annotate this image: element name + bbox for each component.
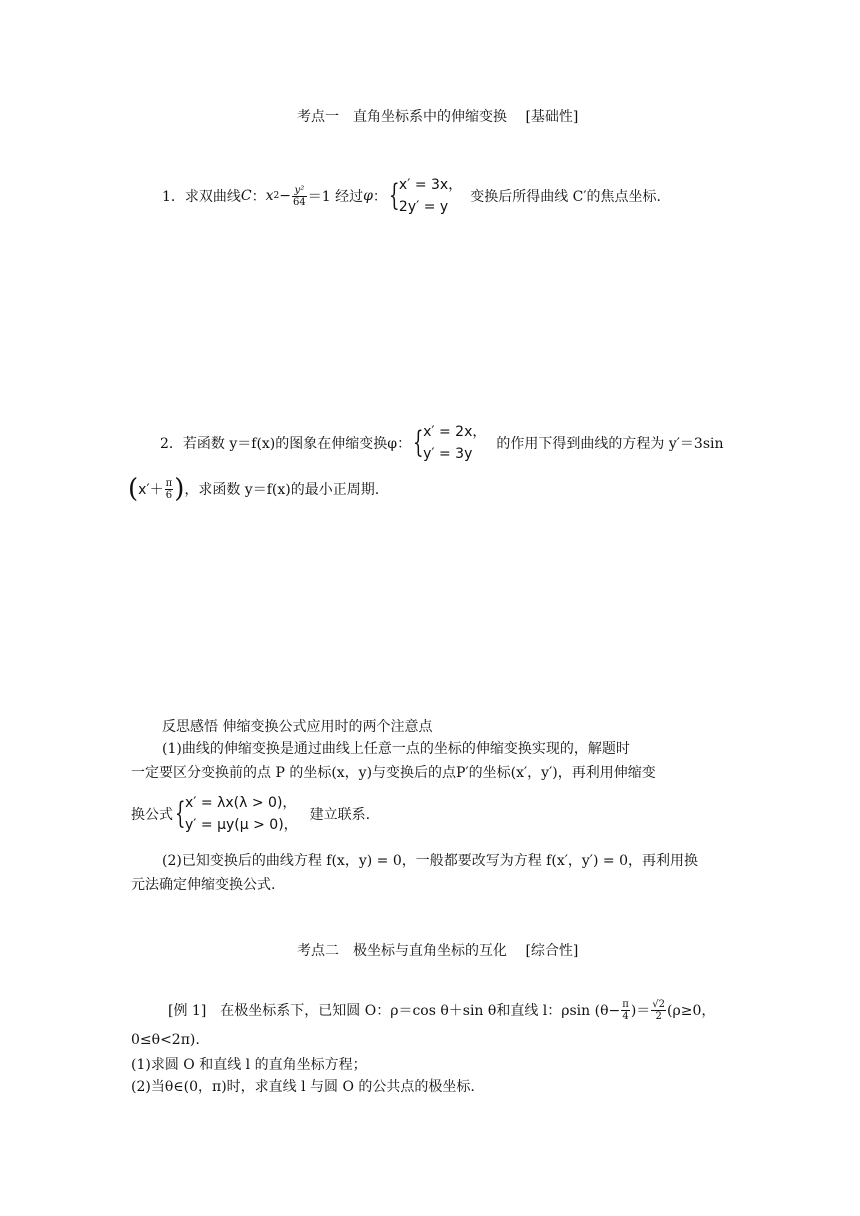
reflection-p1-b: 一定要区分变换前的点 P 的坐标(x，y)与变换后的点P′的坐标(x′，y′)，再利用伸缩变 <box>131 765 656 781</box>
section1-heading <box>297 106 578 126</box>
question-2 <box>160 420 724 466</box>
reflection-p2-a: (2)已知变换后的曲线方程 f(x，y) = 0，一般都要改写为方程 f(x′，y′) = 0，再利用换 <box>162 853 698 869</box>
q1-eq1: ＝1 经过 <box>307 189 364 205</box>
q2-pi-fraction <box>165 478 174 501</box>
q1-phi: φ <box>363 188 373 204</box>
example1-sub1: (1)求圆 O 和直线 l 的直角坐标方程； <box>131 1057 367 1073</box>
q2-row1: x′ = 2x， <box>423 424 487 440</box>
reflection-p1-c <box>131 792 370 836</box>
q1-minus: − <box>279 188 292 204</box>
example1-sqrt-num: √2 <box>652 998 666 1010</box>
reflection-p2-b: 元法确定伸缩变换公式. <box>131 877 276 893</box>
example-1-line1 <box>168 994 715 1026</box>
q2-close-paren: ) <box>174 474 185 504</box>
question-1 <box>162 174 661 218</box>
example1-pi-num: π <box>622 998 629 1010</box>
reflection-p1-c-suffix: 建立联系. <box>309 807 371 823</box>
q2-row2: y′ = 3y <box>423 446 473 462</box>
example1-text-c: (ρ≥0， <box>667 1003 716 1019</box>
q1-transform-system <box>389 174 462 218</box>
example1-sqrt-fraction <box>651 999 666 1022</box>
example1-label: [例 1] <box>168 1003 207 1019</box>
q2-mid: 的作用下得到曲线的方程为 y′＝3sin <box>496 436 724 452</box>
q1-colon2: ： <box>372 189 387 205</box>
q1-suffix: 变换后所得曲线 C′的焦点坐标. <box>470 189 662 205</box>
q1-x-exp: 2 <box>273 191 280 201</box>
section1-title: 考点一 直角坐标系中的伸缩变换 <box>297 109 507 125</box>
example1-text-a: 在极坐标系下，已知圆 O：ρ＝cos θ＋sin θ和直线 l：ρsin (θ− <box>220 1003 621 1019</box>
q2-transform-system <box>413 421 486 465</box>
question-2-line2 <box>128 472 379 506</box>
q2-pi-den: 6 <box>165 489 173 501</box>
section2-tag: [综合性] <box>525 943 579 959</box>
example1-pi-den: 4 <box>622 1010 629 1022</box>
reflection-row2: y′ = μy(μ > 0)， <box>185 817 298 833</box>
q1-colon: ： <box>251 189 266 205</box>
reflection-brace: { <box>175 796 186 831</box>
section1-tag: [基础性] <box>525 109 579 125</box>
q1-brace: { <box>388 178 400 213</box>
example1-sqrt-den: 2 <box>655 1010 662 1022</box>
q2-pi-num: π <box>165 477 173 489</box>
example1-text-b: )＝ <box>630 1003 651 1019</box>
q2-line2-rest: ，求函数 y＝f(x)的最小正周期. <box>184 482 380 498</box>
section2-heading <box>297 940 578 960</box>
q2-open-paren: ( <box>128 474 139 504</box>
reflection-p1-c-prefix: 换公式 <box>131 807 173 823</box>
q2-brace: { <box>413 425 424 460</box>
q1-row2: 2y′ = y <box>398 199 449 215</box>
reflection-title: 反思感悟 伸缩变换公式应用时的两个注意点 <box>162 719 433 735</box>
q2-prefix: 2．若函数 y＝f(x)的图象在伸缩变换φ： <box>160 436 412 452</box>
example1-pi-fraction <box>621 999 630 1022</box>
example1-line2: 0≤θ<2π). <box>131 1032 200 1048</box>
section2-title: 考点二 极坐标与直角坐标的互化 <box>297 943 507 959</box>
reflection-row1: x′ = λx(λ > 0)， <box>185 795 297 811</box>
q1-x: x <box>265 188 274 204</box>
q1-curve-C: C <box>240 188 252 204</box>
q2-line2-open: x′＋ <box>138 482 164 498</box>
q1-frac-num: y² <box>292 185 307 197</box>
q1-frac-den: 64 <box>293 196 306 208</box>
reflection-formula-system <box>175 792 298 836</box>
q1-fraction <box>292 185 307 208</box>
q1-row1: x′ = 3x， <box>398 177 463 193</box>
example1-sub2: (2)当θ∈(0，π)时，求直线 l 与圆 O 的公共点的极坐标. <box>131 1079 475 1095</box>
reflection-p1-a: (1)曲线的伸缩变换是通过曲线上任意一点的坐标的伸缩变换实现的，解题时 <box>162 741 630 757</box>
q1-prefix: 1．求双曲线 <box>162 189 241 205</box>
